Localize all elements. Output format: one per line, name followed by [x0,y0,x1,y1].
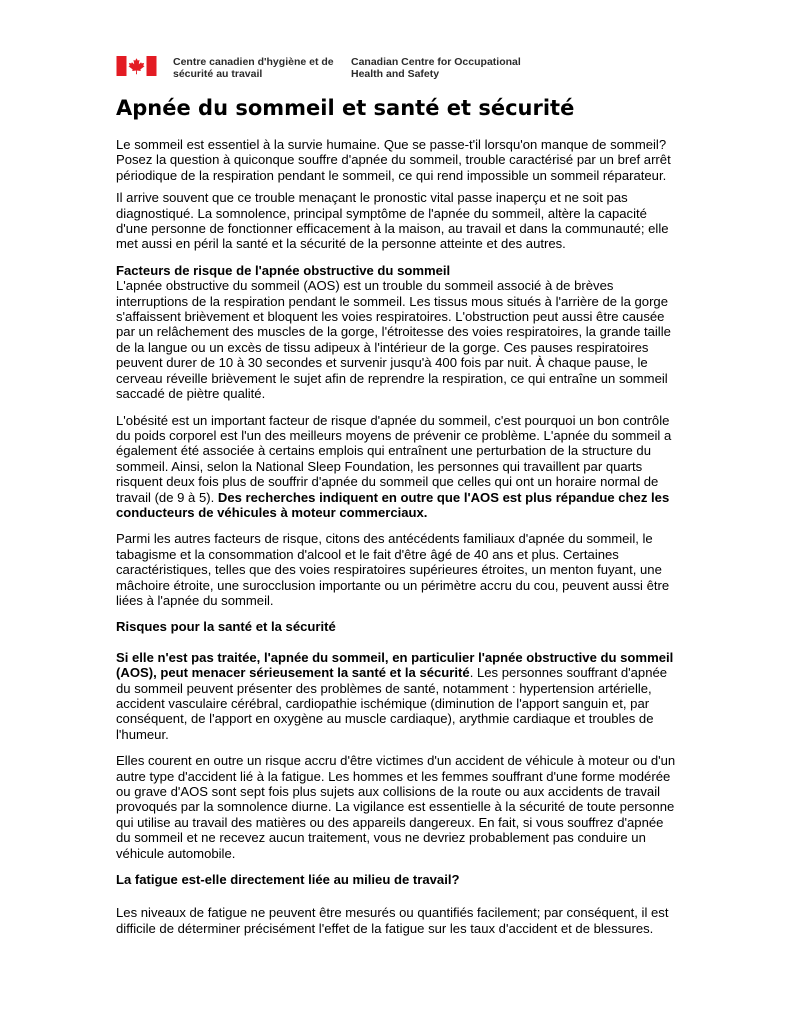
text-line: véhicule automobile. [116,845,236,861]
text-line: Les niveaux de fatigue ne peuvent être mesurés ou quantifiés facilement; par conséquent, il est [116,905,669,921]
text-line [116,490,678,505]
text-line: Le sommeil est essentiel à la survie humaine. Que se passe-t'il lorsqu'on manque de sommeil? [116,137,667,152]
text-line: Elles courent en outre un risque accru d'être victimes d'un accident de véhicule à moteur ou d'un [116,753,676,769]
text-line: autre type d'accident lié à la fatigue. Les hommes et les femmes souffrant d'une forme modérée [116,768,671,784]
paragraph-other-factors [116,531,678,608]
text-line: difficile de déterminer précisément l'effet de la fatigue sur les taux d'accident et de blessures. [116,920,654,936]
text-line: tabagisme et la consommation d'alcool et le fait d'être âgé de 40 ans et plus. Certaines [116,546,619,562]
text-line: ou grave d'AOS sont sept fois plus sujets aux collisions de la route ou aux accidents de travail [116,784,661,800]
text-line: sommeil. Ainsi, selon la National Sleep Foundation, les personnes qui travaillent par quarts [116,458,643,474]
text-line: cerveau réveille brièvement le sujet afin de reprendre la respiration, ce qui entraîne un sommeil [116,370,668,386]
org-en-line-1: Canadian Centre for Occupational [351,56,521,68]
emphasis-text: Des recherches indiquent en outre que l'AOS est plus répandue chez les [217,489,670,505]
text-line: saccadé de piètre qualité. [116,386,266,402]
text-line: périodique de la respiration pendant le sommeil, ce qui rend impossible un sommeil réparateur. [116,167,667,183]
paragraph-health-risks [116,650,678,742]
emphasis-text: (AOS), peut menacer sérieusement la santé et la sécurité [116,665,470,681]
text-line: mâchoire étroite, une surocclusion importante ou un périmètre accru du cou, peuvent aussi être [116,577,670,593]
org-name-french [173,56,343,80]
text-line: s'affaissent brièvement et bloquent les voies respiratoires. L'obstruction peut aussi être causée [116,309,665,325]
page-title: Apnée du sommeil et santé et sécurité [116,96,575,120]
text-line: Posez la question à quiconque souffre d'apnée du sommeil, trouble caractérisé par un bref arrêt [116,152,671,168]
text-line: Il arrive souvent que ce trouble menaçant le pronostic vital passe inaperçu et ne soit pas [116,190,628,206]
text-line: provoqués par la somnolence diurne. La vigilance est essentielle à la sécurité de toute personne [116,799,675,815]
text-line: par un relâchement des muscles de la gorge, l'étroitesse des voies respiratoires, la grande taille [116,324,671,340]
emphasis-text: Si elle n'est pas traitée, l'apnée du sommeil, en particulier l'apnée obstructive du sommeil [116,649,674,665]
text-line: caractéristiques, telles que des voies respiratoires supérieures étroites, un menton fuyant, une [116,562,662,578]
text-segment: . Les personnes souffrant d'apnée [469,665,668,681]
section-heading-health-risks [116,619,678,634]
text-line: Parmi les autres facteurs de risque, citons des antécédents familiaux d'apnée du sommeil, le [116,531,653,547]
text-line: du sommeil peuvent présenter des problèmes de santé, notamment : hypertension artérielle, [116,680,652,696]
text-line: l'humeur. [116,726,169,742]
section-heading: Risques pour la santé et la sécurité [116,619,336,635]
text-line: met aussi en péril la santé et la sécurité de la personne atteinte et des autres. [116,236,566,252]
text-line: diagnostiqué. La somnolence, principal symptôme de l'apnée du sommeil, altère la capacité [116,205,647,221]
section-risk-factors [116,263,678,402]
text-line: risquent deux fois plus de souffrir d'apnée du sommeil que celles qui ont un horaire normal de [116,474,659,490]
text-line: du sommeil et ne recevez aucun traitement, vous ne devriez probablement pas conduire un [116,830,646,846]
canada-flag-icon [116,56,157,76]
paragraph-fatigue [116,905,678,936]
text-line: qui utilise au travail des matières ou des appareils dangereux. En fait, si vous souffrez d'apnée [116,814,664,830]
article-body [116,137,678,936]
text-line: accident vasculaire cérébral, cardiopathie ischémique (diminution de l'apport sanguin et, par [116,696,650,711]
paragraph-accidents [116,753,678,861]
text-line: L'apnée obstructive du sommeil (AOS) est un trouble du sommeil associé à de brèves [116,278,614,294]
paragraph-obesity [116,413,678,521]
paragraph-undiagnosed [116,190,678,252]
text-line: interruptions de la respiration pendant le sommeil. Les tissus mous situés à l'arrière de la gorge [116,293,668,309]
text-line: d'une personne de fonctionner efficacement à la maison, au travail et dans la communauté; elle [116,221,669,237]
text-line: liées à l'apnée du sommeil. [116,592,274,608]
org-fr-line-2: sécurité au travail [173,68,263,80]
text-segment: travail (de 9 à 5). [116,489,218,505]
text-line: peuvent durer de 10 à 30 secondes et survenir jusqu'à 400 fois par nuit. À chaque pause, le [116,355,648,371]
emphasis-text: conducteurs de véhicules à moteur commerciaux. [116,504,428,520]
org-fr-line-1: Centre canadien d'hygiène et de [173,56,334,68]
org-name-english [351,56,551,80]
section-heading: Facteurs de risque de l'apnée obstructive du sommeil [116,262,451,278]
text-line: de la langue ou un excès de tissu adipeux à l'intérieur de la gorge. Ces pauses respiratoires [116,339,649,355]
org-en-line-2: Health and Safety [351,68,440,80]
text-line: L'obésité est un important facteur de risque d'apnée du sommeil, c'est pourquoi un bon contrôle [116,412,670,428]
text-line [116,665,678,680]
text-line: également été associée à certains emplois qui entraînent une perturbation de la structure du [116,443,651,459]
paragraph-intro [116,137,678,183]
text-line: conséquent, de l'apport en oxygène au muscle cardiaque), arythmie cardiaque et troubles de [116,711,654,727]
text-line: du poids corporel est l'un des meilleurs moyens de prévenir ce problème. L'apnée du sommeil a [116,427,672,443]
section-heading: La fatigue est-elle directement liée au milieu de travail? [116,872,460,888]
section-heading-fatigue [116,872,678,887]
